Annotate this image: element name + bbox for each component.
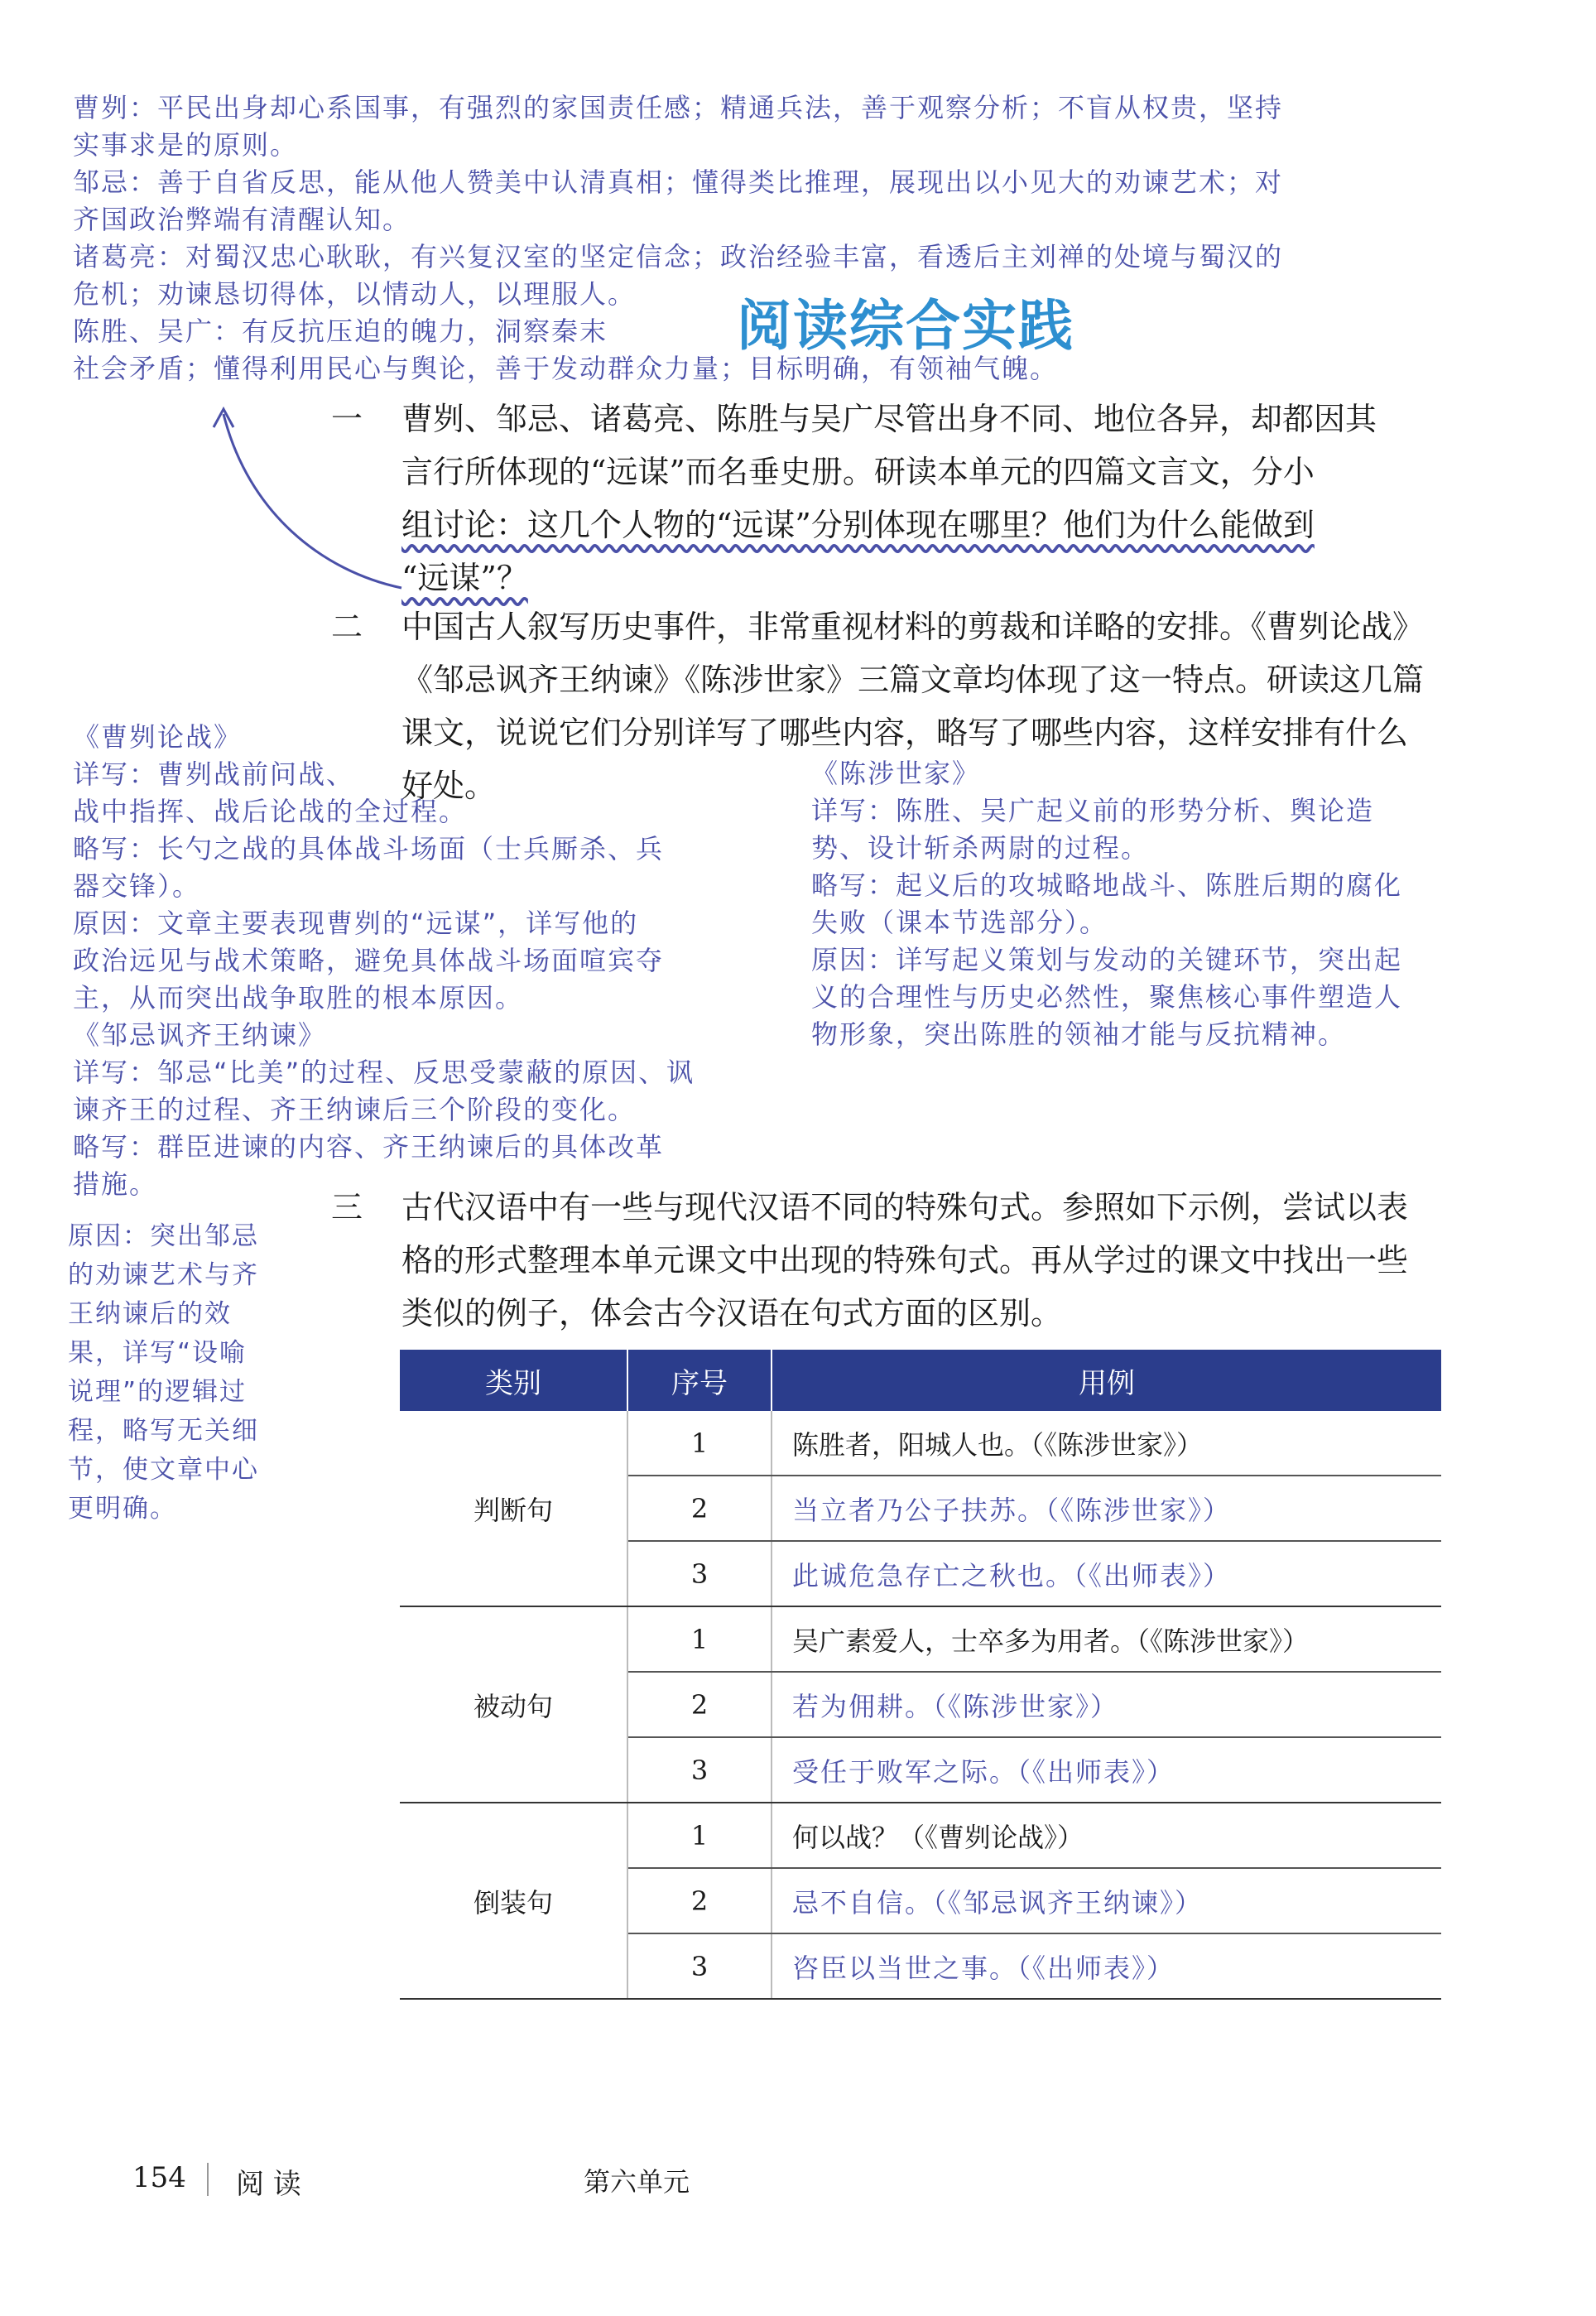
note-line: 战中指挥、战后论战的全过程。	[73, 796, 468, 827]
seq-cell: 2	[627, 1868, 772, 1933]
footer-section: 阅 读	[236, 2168, 301, 2201]
note-line: 实事求是的原则。	[73, 129, 299, 161]
text-line: 曹刿、邹忌、诸葛亮、陈胜与吴广尽管出身不同、地位各异，却都因其	[401, 401, 1377, 437]
seq-cell: 1	[627, 1411, 772, 1476]
note-line: 主，从而突出战争取胜的根本原因。	[73, 982, 524, 1014]
note-line: 果，详写“设喻	[68, 1338, 248, 1368]
category-cell: 被动句	[400, 1606, 627, 1803]
note-line: 略写：起义后的攻城略地战斗、陈胜后期的腐化	[811, 869, 1403, 901]
text-line: 好处。	[401, 768, 497, 804]
note-line: 原因：详写起义策划与发动的关键环节，突出起	[811, 944, 1403, 975]
note-line: 陈胜、吴广：有反抗压迫的魄力，洞察秦末	[73, 315, 608, 347]
table-row	[400, 1411, 1441, 1476]
seq-cell: 1	[627, 1606, 772, 1672]
example-cell: 忌不自信。（《邹忌讽齐王纳谏》）	[772, 1868, 1441, 1933]
note-line: 的劝谏艺术与齐	[68, 1260, 259, 1290]
text-line: 言行所体现的“远谋”而名垂史册。研读本单元的四篇文言文，分小	[401, 454, 1315, 490]
table-header-row	[400, 1350, 1441, 1411]
section-text	[401, 392, 1457, 604]
wavy-underlined-text: 组讨论：这几个人物的“远谋”分别体现在哪里？他们为什么能做到	[401, 507, 1315, 543]
note-line: 器交锋）。	[73, 870, 201, 902]
section-one	[331, 392, 1457, 604]
header-seq: 序号	[627, 1350, 772, 1411]
page-number: 154	[132, 2161, 186, 2194]
text-line	[401, 498, 1457, 551]
note-line: 措施。	[73, 1168, 158, 1200]
sentence-pattern-table	[400, 1350, 1441, 2000]
notes-left-narrow	[68, 1217, 316, 1529]
section-number: 三	[331, 1189, 363, 1225]
note-line: 齐国政治弊端有清醒认知。	[73, 204, 411, 235]
text-line: 中国古人叙写历史事件，非常重视材料的剪裁和详略的安排。《曹刿论战》	[401, 609, 1425, 645]
table-row	[400, 1803, 1441, 1868]
note-line: 《陈涉世家》	[811, 758, 981, 789]
table-row	[400, 1606, 1441, 1672]
seq-cell: 3	[627, 1541, 772, 1606]
header-example: 用例	[772, 1350, 1441, 1411]
section-number: 二	[331, 609, 363, 645]
example-cell: 此诚危急存亡之秋也。（《出师表》）	[772, 1541, 1441, 1606]
category-cell: 判断句	[400, 1411, 627, 1606]
note-line: 曹刿：平民出身却心系国事，有强烈的家国责任感；精通兵法，善于观察分析；不盲从权贵，坚持	[73, 92, 1284, 123]
footer-unit: 第六单元	[584, 2166, 690, 2198]
note-line: 王纳谏后的效	[68, 1299, 232, 1329]
footer-divider	[207, 2163, 209, 2196]
note-line: 详写：邹忌“比美”的过程、反思受蒙蔽的原因、讽	[73, 1057, 695, 1088]
note-line: 更明确。	[68, 1494, 177, 1524]
text-line: 格的形式整理本单元课文中出现的特殊句式。再从学过的课文中找出一些	[401, 1242, 1409, 1278]
note-line: 势、设计斩杀两尉的过程。	[811, 832, 1150, 864]
notes-right	[811, 755, 1531, 1053]
wavy-underlined-text: “远谋”？	[401, 560, 528, 596]
seq-cell: 2	[627, 1476, 772, 1541]
note-line: 危机；劝谏恳切得体，以情动人，以理服人。	[73, 278, 637, 310]
seq-cell: 3	[627, 1933, 772, 1999]
example-cell: 何以战？（《曹刿论战》）	[772, 1803, 1441, 1868]
note-line: 说理”的逻辑过	[68, 1377, 248, 1407]
note-line: 详写：曹刿战前问战、	[73, 758, 355, 790]
section-text	[401, 1181, 1457, 1340]
note-line: 程，略写无关细	[68, 1416, 259, 1446]
note-line: 政治远见与战术策略，避免具体战斗场面喧宾夺	[73, 945, 665, 976]
example-cell: 若为佣耕。（《陈涉世家》）	[772, 1672, 1441, 1737]
category-cell: 倒装句	[400, 1803, 627, 1999]
text-line: 《邹忌讽齐王纳谏》《陈涉世家》三篇文章均体现了这一特点。研读这几篇	[401, 662, 1425, 698]
example-cell: 当立者乃公子扶苏。（《陈涉世家》）	[772, 1476, 1441, 1541]
note-line: 谏齐王的过程、齐王纳谏后三个阶段的变化。	[73, 1094, 637, 1125]
example-cell: 吴广素爱人，士卒多为用者。（《陈涉世家》）	[772, 1606, 1441, 1672]
text-line: 古代汉语中有一些与现代汉语不同的特殊句式。参照如下示例，尝试以表	[401, 1189, 1409, 1225]
example-cell: 陈胜者，阳城人也。（《陈涉世家》）	[772, 1411, 1441, 1476]
note-line: 社会矛盾；懂得利用民心与舆论，善于发动群众力量；目标明确，有领袖气魄。	[73, 353, 1059, 384]
note-line: 《曹刿论战》	[73, 721, 243, 753]
example-cell: 受任于败军之际。（《出师表》）	[772, 1737, 1441, 1803]
note-line: 详写：陈胜、吴广起义前的形势分析、舆论造	[811, 795, 1375, 826]
text-line: 类似的例子，体会古今汉语在句式方面的区别。	[401, 1295, 1063, 1331]
note-line: 略写：群臣进谏的内容、齐王纳谏后的具体改革	[73, 1131, 665, 1163]
note-line: 《邹忌讽齐王纳谏》	[73, 1019, 327, 1051]
note-line: 义的合理性与历史必然性，聚焦核心事件塑造人	[811, 981, 1403, 1013]
note-line: 邹忌：善于自省反思，能从他人赞美中认清真相；懂得类比推理，展现出以小见大的劝谏艺术；对	[73, 166, 1284, 198]
note-line: 诸葛亮：对蜀汉忠心耿耿，有兴复汉室的坚定信念；政治经验丰富，看透后主刘禅的处境与蜀汉的	[73, 241, 1284, 272]
note-line: 物形象，突出陈胜的领袖才能与反抗精神。	[811, 1018, 1347, 1050]
header-category: 类别	[400, 1350, 627, 1411]
seq-cell: 1	[627, 1803, 772, 1868]
note-line: 原因：文章主要表现曹刿的“远谋”，详写他的	[73, 908, 639, 939]
text-line: 课文，说说它们分别详写了哪些内容，略写了哪些内容，这样安排有什么	[401, 715, 1409, 751]
section-number: 一	[331, 401, 363, 437]
page-title: 阅读综合实践	[737, 294, 1074, 358]
example-cell: 咨臣以当世之事。（《出师表》）	[772, 1933, 1441, 1999]
seq-cell: 2	[627, 1672, 772, 1737]
seq-cell: 3	[627, 1737, 772, 1803]
note-line: 略写：长勺之战的具体战斗场面（士兵厮杀、兵	[73, 833, 665, 864]
note-line: 节，使文章中心	[68, 1455, 259, 1485]
section-three	[331, 1181, 1457, 1340]
note-line: 失败（课本节选部分）。	[811, 907, 1108, 938]
notes-left	[73, 719, 785, 1203]
note-line: 原因：突出邹忌	[68, 1221, 259, 1251]
text-line	[401, 551, 1457, 604]
